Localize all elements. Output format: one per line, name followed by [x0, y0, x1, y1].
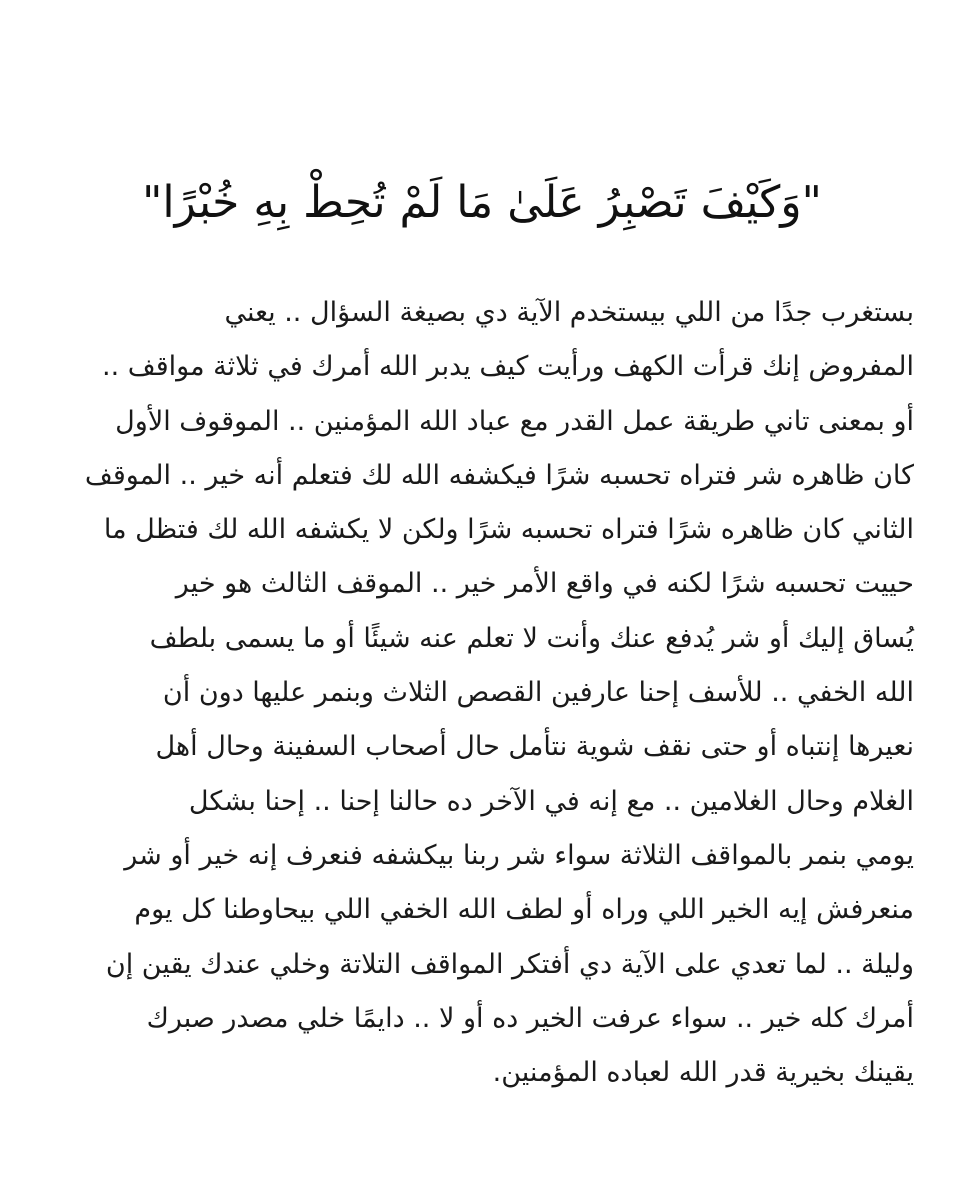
paragraph-line: الله الخفي .. للأسف إحنا عارفين القصص الثلاث وبنمر عليها دون أن — [162, 677, 914, 709]
paragraph-line: يُساق إليك أو شر يُدفع عنك وأنت لا تعلم عنه شيئًا أو ما يسمى بلطف — [149, 622, 914, 654]
paragraph-line: الثاني كان ظاهره شرًا فتراه تحسبه شرًا ولكن لا يكشفه الله لك فتظل ما — [103, 514, 914, 546]
paragraph-line: منعرفش إيه الخير اللي وراه أو لطف الله الخفي اللي بيحاوطنا كل يوم — [134, 894, 914, 926]
paragraph-line: يقينك بخيرية قدر الله لعباده المؤمنين. — [492, 1057, 914, 1089]
verse-title: "وَكَيْفَ تَصْبِرُ عَلَىٰ مَا لَمْ تُحِطْ بِهِ خُبْرًا" — [142, 177, 822, 228]
paragraph-line: المفروض إنك قرأت الكهف ورأيت كيف يدبر الله أمرك في ثلاثة مواقف .. — [102, 351, 914, 383]
paragraph-line: يومي بنمر بالمواقف الثلاثة سواء شر ربنا بيكشفه فنعرف إنه خير أو شر — [124, 839, 914, 871]
paragraph-line: بستغرب جدًا من اللي بيستخدم الآية دي بصيغة السؤال .. يعني — [224, 297, 914, 328]
paragraph-line: أمرك كله خير .. سواء عرفت الخير ده أو لا .. دايمًا خلي مصدر صبرك — [146, 1002, 914, 1034]
paragraph-line: حييت تحسبه شرًا لكنه في واقع الأمر خير .. الموقف الثالث هو خير — [175, 568, 914, 600]
paragraph-line: وليلة .. لما تعدي على الآية دي أفتكر المواقف التلاتة وخلي عندك يقين إن — [105, 948, 914, 980]
paragraph-line: أو بمعنى تاني طريقة عمل القدر مع عباد الله المؤمنين .. الموقوف الأول — [115, 405, 914, 437]
paragraph-line: كان ظاهره شر فتراه تحسبه شرًا فيكشفه الله لك فتعلم أنه خير .. الموقف — [84, 459, 914, 491]
paragraph-line: نعيرها إنتباه أو حتى نقف شوية نتأمل حال أصحاب السفينة وحال أهل — [155, 731, 914, 763]
paragraph-line: الغلام وحال الغلامين .. مع إنه في الآخر ده حالنا إحنا .. إحنا بشكل — [188, 785, 914, 817]
body-paragraph — [40, 286, 914, 1100]
